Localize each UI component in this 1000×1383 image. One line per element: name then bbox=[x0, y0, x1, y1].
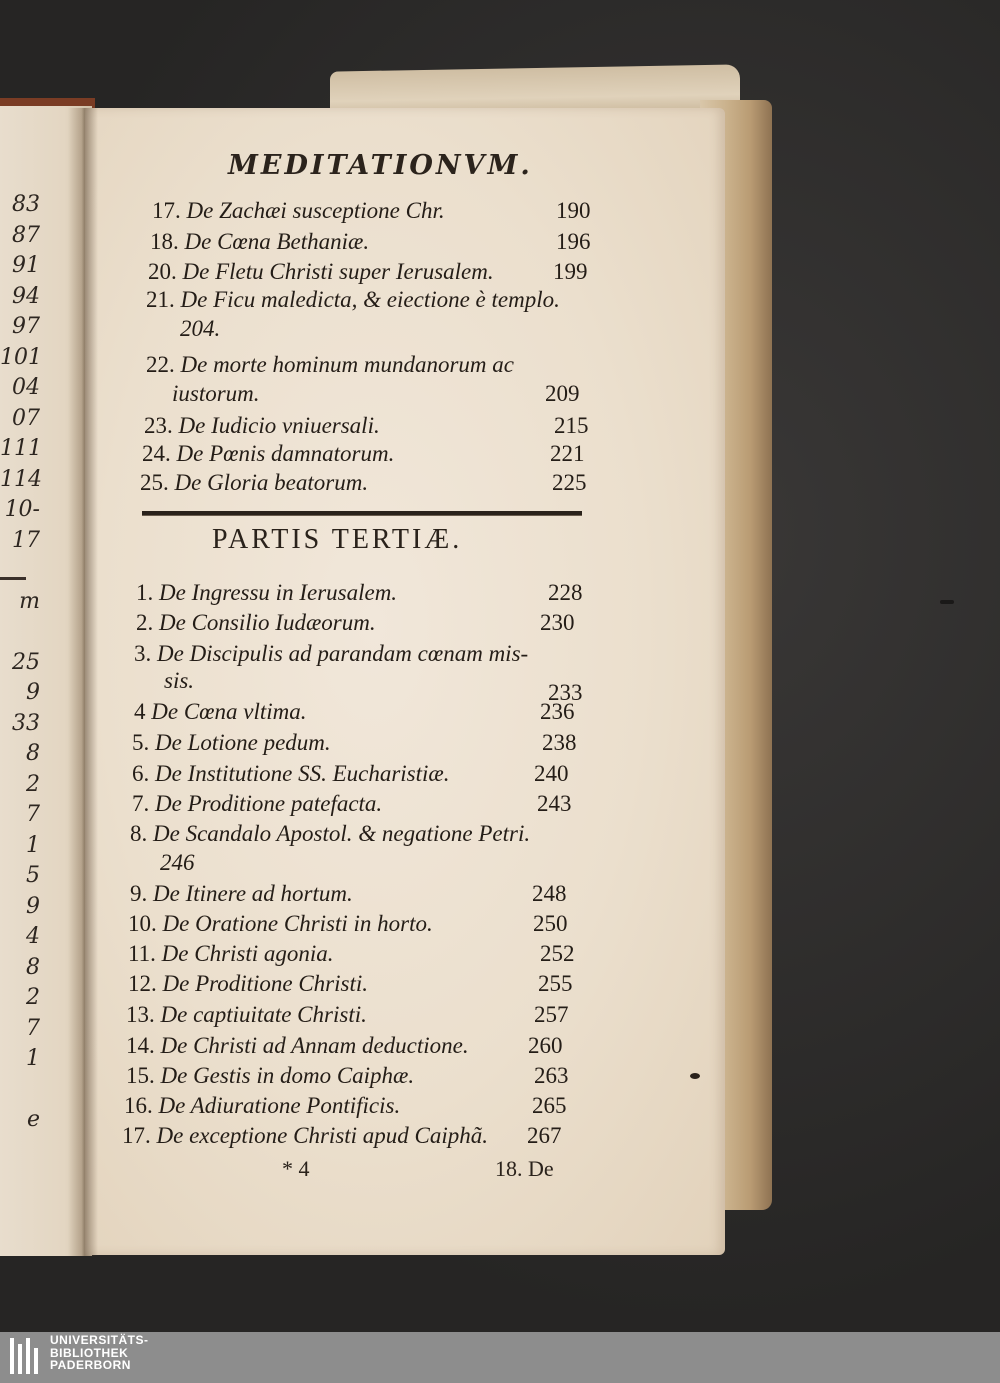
margin-number: 1 bbox=[26, 832, 40, 858]
toc-entry-number: 11. bbox=[128, 941, 156, 966]
toc-entry-number: 7. bbox=[132, 791, 150, 816]
toc-entry-title: iustorum. bbox=[172, 381, 260, 406]
section-divider-rule bbox=[142, 511, 582, 516]
margin-number: 9 bbox=[26, 893, 40, 919]
margin-number: 33 bbox=[12, 710, 40, 736]
toc-entry bbox=[122, 1123, 488, 1149]
margin-number: 17 bbox=[12, 527, 40, 553]
toc-entry bbox=[126, 1033, 469, 1059]
toc-page-number: 250 bbox=[533, 911, 568, 936]
library-name-line1: UNIVERSITÄTS- bbox=[50, 1333, 149, 1347]
toc-entry bbox=[124, 1093, 400, 1119]
margin-number: 83 bbox=[12, 192, 40, 217]
toc-entry bbox=[134, 699, 307, 725]
toc-entry-title: 246 bbox=[160, 850, 195, 875]
toc-entry-title: De Oratione Christi in horto. bbox=[162, 911, 433, 936]
toc-entry-number: 6. bbox=[132, 761, 150, 786]
toc-entry-title: De Consilio Iudæorum. bbox=[159, 610, 376, 635]
library-footer-bar bbox=[0, 1332, 1000, 1383]
toc-entry bbox=[160, 850, 195, 876]
left-page-margin-numbers bbox=[0, 190, 40, 1136]
toc-entry-title: De Christi agonia. bbox=[161, 941, 334, 966]
signature-mark: * 4 bbox=[282, 1156, 310, 1181]
margin-number: 04 bbox=[12, 375, 40, 400]
toc-entry-title: De Gestis in domo Caiphæ. bbox=[160, 1063, 415, 1088]
toc-entry bbox=[128, 971, 368, 997]
toc-entry-title: De morte hominum mundanorum ac bbox=[180, 352, 514, 377]
background-mark bbox=[940, 600, 954, 604]
margin-number: 5 bbox=[26, 863, 40, 888]
library-name bbox=[50, 1334, 149, 1372]
book-gutter bbox=[68, 108, 98, 1256]
toc-entry-title: sis. bbox=[164, 668, 195, 693]
toc-entry-number: 20. bbox=[148, 259, 177, 284]
margin-number: 07 bbox=[12, 405, 40, 431]
margin-number: m bbox=[19, 588, 40, 614]
toc-entry-title: De Pœnis damnatorum. bbox=[176, 441, 395, 466]
library-logo-icon bbox=[8, 1334, 44, 1380]
toc-page-number: 248 bbox=[532, 881, 567, 906]
toc-entry bbox=[132, 791, 382, 817]
toc-entry bbox=[136, 610, 376, 636]
margin-number: e bbox=[26, 1107, 40, 1132]
margin-number: 8 bbox=[26, 741, 40, 766]
margin-number: 101 bbox=[0, 344, 42, 370]
toc-page-number: 267 bbox=[527, 1123, 562, 1148]
toc-entry-title: De Fletu Christi super Ierusalem. bbox=[182, 259, 494, 284]
toc-entry-number: 1. bbox=[136, 580, 154, 605]
toc-entry bbox=[152, 198, 445, 224]
margin-number: 97 bbox=[12, 314, 40, 339]
toc-page-number: 233 bbox=[548, 680, 583, 705]
toc-entry bbox=[146, 287, 560, 313]
toc-entry bbox=[136, 580, 397, 606]
toc-entry bbox=[172, 381, 260, 407]
toc-entry-number: 25. bbox=[140, 470, 169, 495]
margin-number: 1 bbox=[26, 1046, 40, 1071]
toc-page-number: 252 bbox=[540, 941, 575, 966]
margin-number: 114 bbox=[0, 466, 42, 492]
ink-spot bbox=[690, 1073, 700, 1079]
margin-number: 25 bbox=[12, 649, 40, 675]
margin-number: 111 bbox=[0, 436, 42, 461]
toc-entry bbox=[134, 641, 528, 667]
toc-entry-number: 17. bbox=[152, 198, 181, 223]
toc-entry-title: De Discipulis ad parandam cœnam mis- bbox=[157, 641, 529, 666]
toc-entry-number: 9. bbox=[130, 881, 148, 906]
toc-entry bbox=[148, 259, 494, 285]
toc-entry-title: De Christi ad Annam deductione. bbox=[160, 1033, 469, 1058]
toc-entry-number: 2. bbox=[136, 610, 154, 635]
toc-page-number: 221 bbox=[550, 441, 585, 466]
toc-page-number: 199 bbox=[553, 259, 588, 284]
toc-entry bbox=[144, 413, 380, 439]
toc-entry bbox=[164, 668, 194, 694]
margin-number bbox=[0, 617, 40, 648]
toc-entry bbox=[142, 441, 394, 467]
margin-number: 91 bbox=[12, 253, 40, 278]
toc-page-number: 228 bbox=[548, 580, 583, 605]
toc-entry bbox=[146, 352, 514, 378]
toc-entry-title: De Proditione Christi. bbox=[162, 971, 369, 996]
toc-entry-title: De Ficu maledicta, & eiectione è templo. bbox=[180, 287, 560, 312]
library-name-line2: BIBLIOTHEK bbox=[50, 1345, 129, 1360]
toc-entry-number: 13. bbox=[126, 1002, 155, 1027]
toc-page-number: 263 bbox=[534, 1063, 569, 1088]
toc-entry-number: 21. bbox=[146, 287, 175, 312]
toc-entry bbox=[180, 316, 220, 342]
margin-number: 10- bbox=[4, 497, 40, 522]
toc-entry-title: De Scandalo Apostol. & negatione Petri. bbox=[153, 821, 531, 846]
toc-entry bbox=[140, 470, 368, 496]
toc-entry-title: De Proditione patefacta. bbox=[155, 791, 383, 816]
toc-entry bbox=[128, 941, 334, 967]
toc-entry bbox=[126, 1063, 414, 1089]
toc-page-number: 225 bbox=[552, 470, 587, 495]
running-head: MEDITATIONVM. bbox=[228, 150, 533, 181]
toc-entry-title: De Cœna vltima. bbox=[151, 699, 307, 724]
toc-page-number: 236 bbox=[540, 699, 575, 724]
margin-number: 7 bbox=[26, 802, 40, 827]
toc-entry-number: 22. bbox=[146, 352, 175, 377]
toc-entry-title: De Cœna Bethaniæ. bbox=[184, 229, 370, 254]
toc-entry-number: 18. bbox=[150, 229, 179, 254]
toc-entry bbox=[132, 730, 331, 756]
toc-entry-number: 8. bbox=[130, 821, 148, 846]
toc-entry bbox=[130, 821, 530, 847]
section-heading: PARTIS TERTIÆ. bbox=[212, 524, 463, 555]
toc-entry-number: 16. bbox=[124, 1093, 153, 1118]
toc-page-number: 209 bbox=[545, 381, 580, 406]
toc-entry-number: 10. bbox=[128, 911, 157, 936]
toc-entry-title: De Lotione pedum. bbox=[155, 730, 331, 755]
toc-entry-number: 17. bbox=[122, 1123, 151, 1148]
toc-page-number: 230 bbox=[540, 610, 575, 635]
margin-number: 94 bbox=[12, 283, 40, 309]
toc-page-number: 240 bbox=[534, 761, 569, 786]
toc-entry-title: De Iudicio vniuersali. bbox=[178, 413, 380, 438]
margin-number bbox=[0, 1075, 40, 1106]
margin-number bbox=[0, 556, 40, 587]
toc-page-number: 265 bbox=[532, 1093, 567, 1118]
toc-entry-number: 24. bbox=[142, 441, 171, 466]
catchword: 18. De bbox=[495, 1156, 554, 1181]
toc-page-number: 243 bbox=[537, 791, 572, 816]
margin-number: 2 bbox=[26, 985, 40, 1010]
library-name-line3: PADERBORN bbox=[50, 1358, 131, 1372]
toc-entry-number: 12. bbox=[128, 971, 157, 996]
toc-entry-title: 204. bbox=[180, 316, 221, 341]
toc-page-number: 255 bbox=[538, 971, 573, 996]
toc-entry bbox=[132, 761, 450, 787]
margin-number: 7 bbox=[26, 1015, 40, 1041]
margin-number: 9 bbox=[26, 680, 40, 705]
toc-entry-title: De Gloria beatorum. bbox=[174, 470, 369, 495]
toc-entry-title: De Ingressu in Ierusalem. bbox=[159, 580, 398, 605]
toc-entry bbox=[126, 1002, 367, 1028]
margin-number: 87 bbox=[12, 222, 40, 248]
toc-entry-title: De Institutione SS. Eucharistiæ. bbox=[155, 761, 450, 786]
toc-entry bbox=[128, 911, 433, 937]
left-page-rule bbox=[0, 577, 26, 580]
toc-entry-title: De Itinere ad hortum. bbox=[153, 881, 353, 906]
margin-number: 2 bbox=[26, 771, 40, 797]
toc-page-number: 257 bbox=[534, 1002, 569, 1027]
toc-page-number: 190 bbox=[556, 198, 591, 223]
toc-page-number: 196 bbox=[556, 229, 591, 254]
margin-number: 8 bbox=[26, 954, 40, 980]
toc-entry-title: De Zachæi susceptione Chr. bbox=[186, 198, 445, 223]
toc-entry-title: De captiuitate Christi. bbox=[160, 1002, 367, 1027]
toc-entry-number: 23. bbox=[144, 413, 173, 438]
toc-page-number: 260 bbox=[528, 1033, 563, 1058]
toc-entry bbox=[130, 881, 353, 907]
toc-entry-title: De Adiuratione Pontificis. bbox=[158, 1093, 401, 1118]
margin-number: 4 bbox=[26, 924, 40, 949]
toc-entry-number: 3. bbox=[134, 641, 152, 666]
toc-entry-number: 4 bbox=[134, 699, 146, 724]
toc-entry-number: 14. bbox=[126, 1033, 155, 1058]
toc-page-number: 215 bbox=[554, 413, 589, 438]
toc-entry-number: 15. bbox=[126, 1063, 155, 1088]
toc-page-number: 238 bbox=[542, 730, 577, 755]
toc-entry-number: 5. bbox=[132, 730, 150, 755]
toc-entry-title: De exceptione Christi apud Caiphã. bbox=[156, 1123, 489, 1148]
toc-entry bbox=[150, 229, 369, 255]
